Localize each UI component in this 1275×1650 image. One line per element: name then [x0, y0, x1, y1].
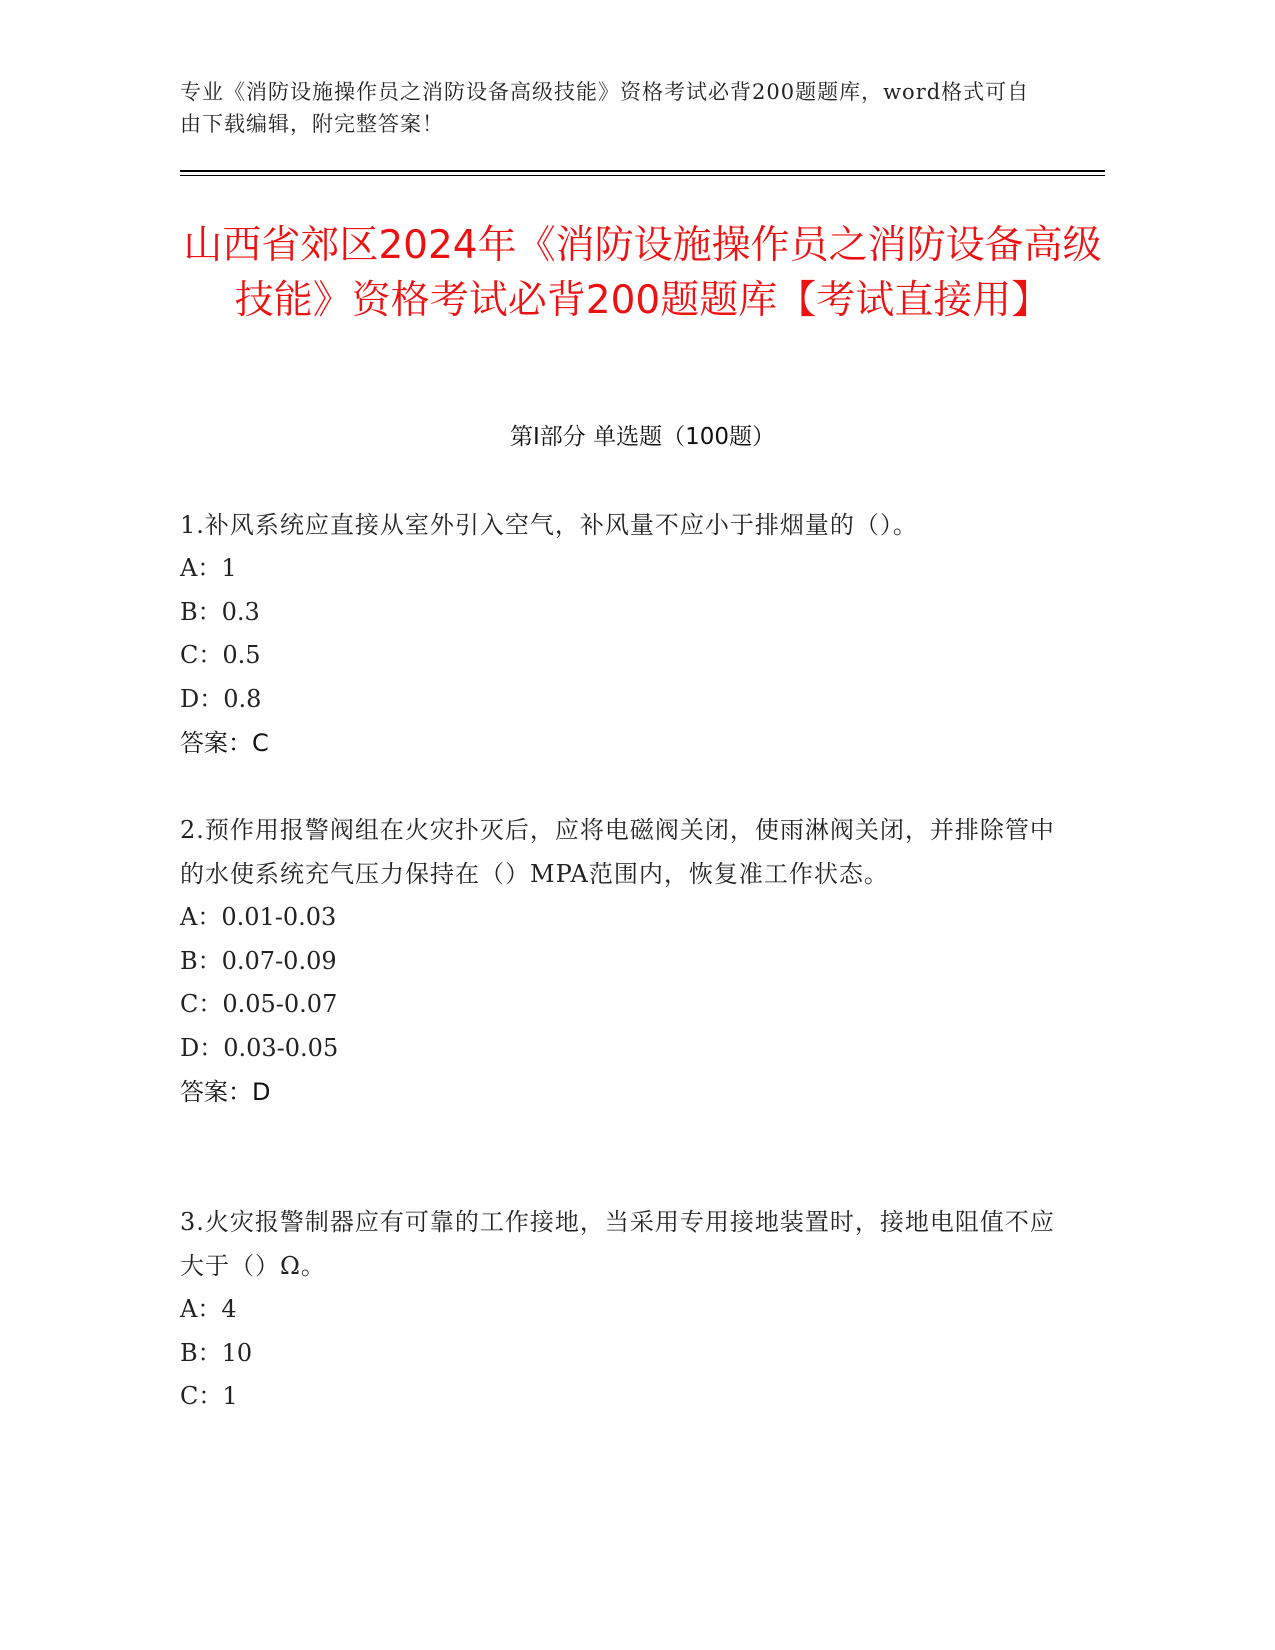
option-b: B：10: [180, 1338, 253, 1367]
answer: 答案：D: [180, 1078, 271, 1106]
option-b: B：0.3: [180, 597, 260, 626]
option-a: A：0.01-0.03: [180, 903, 337, 931]
question-1: [180, 503, 1060, 765]
question-stem: 3.火灾报警制器应有可靠的工作接地，当采用专用接地装置时，接地电阻值不应大于（）Ω。: [180, 1208, 1055, 1280]
option-d: D：0.8: [180, 684, 262, 713]
header-note: 专业《消防设施操作员之消防设备高级技能》资格考试必背200题题库，word格式可自由下载编辑，附完整答案！: [180, 80, 1030, 136]
question-2: [180, 808, 1060, 1114]
option-c: C：1: [180, 1382, 238, 1410]
section-heading: 第I部分 单选题（100题）: [510, 424, 775, 450]
answer: 答案：C: [180, 729, 269, 757]
option-a: A：1: [180, 554, 237, 582]
option-a: A：4: [180, 1295, 237, 1323]
header-rule-thick: [180, 170, 1105, 172]
option-b: B：0.07-0.09: [180, 946, 337, 975]
question-3: [180, 1200, 1060, 1419]
option-c: C：0.5: [180, 641, 261, 669]
header-rule-thin: [180, 175, 1105, 176]
question-stem: 2.预作用报警阀组在火灾扑灭后，应将电磁阀关闭，使雨淋阀关闭，并排除管中的水使系统充气压力保持在（）MPA范围内，恢复准工作状态。: [180, 816, 1055, 888]
question-stem: 1.补风系统应直接从室外引入空气，补风量不应小于排烟量的（）。: [180, 511, 918, 539]
option-d: D：0.03-0.05: [180, 1033, 339, 1062]
option-c: C：0.05-0.07: [180, 990, 338, 1018]
document-title: 山西省郊区2024年《消防设施操作员之消防设备高级技能》资格考试必背200题题库【考试直接用】: [183, 223, 1102, 323]
